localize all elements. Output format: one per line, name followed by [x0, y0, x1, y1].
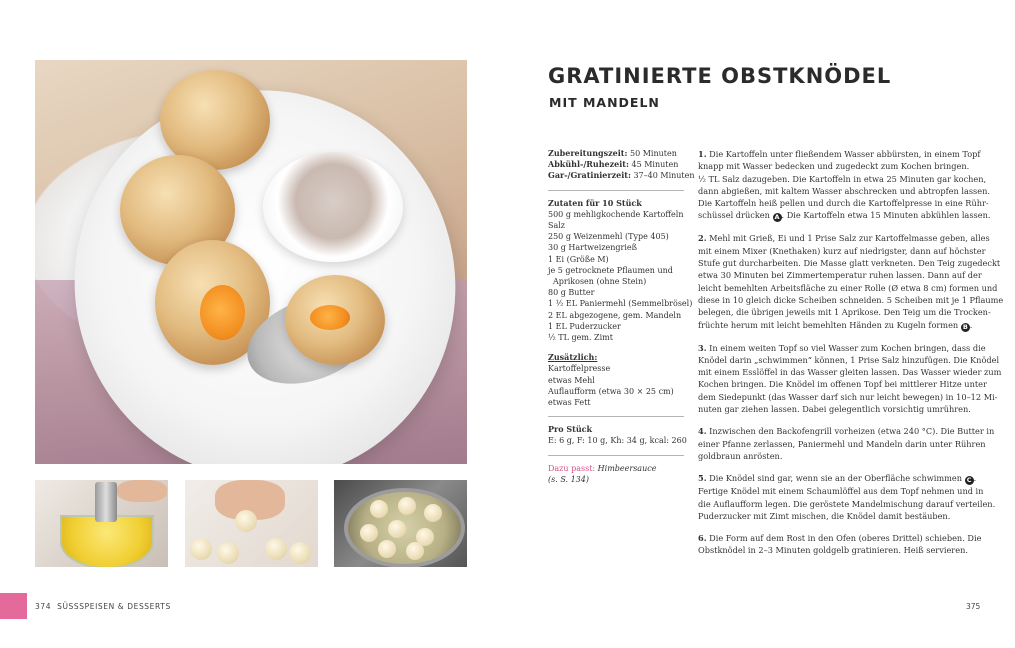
pairing-label: Dazu passt:	[548, 463, 596, 473]
photo-marker-a-icon: A	[774, 213, 780, 222]
recipe-title: GRATINIERTE OBSTKNÖDEL	[548, 64, 892, 88]
step-4: 4. Inzwischen den Backofengrill vorheizen (etwa 240 °C). Die Butter in einer Pfanne zerlassen, Paniermehl und Mandeln darin unter Rühren goldbraun anrösten.	[698, 426, 995, 461]
step-photo-potato-press	[35, 480, 168, 567]
ingredient-item: 1 Ei (Größe M)	[548, 254, 609, 264]
dough-ball-image	[265, 538, 287, 560]
apricot-filling-image	[200, 285, 245, 340]
almond-bowl-image	[263, 152, 403, 262]
extra-item: etwas Fett	[548, 398, 591, 408]
ingredient-item: je 5 getrocknete Pflaumen und	[548, 265, 673, 275]
divider	[548, 455, 684, 456]
time-row	[548, 148, 684, 159]
ingredient-item: Salz	[548, 221, 566, 231]
ingredients-heading: Zutaten für 10 Stück	[548, 197, 642, 208]
extras-heading: Zusätzlich:	[548, 352, 598, 363]
photo-marker-b-icon: B	[961, 323, 970, 332]
time-value: 37–40 Minuten	[633, 171, 695, 181]
ingredient-item: 250 g Weizenmehl (Type 405)	[548, 232, 669, 242]
main-dish-photo	[35, 60, 467, 464]
ingredient-item: 30 g Hartweizengrieß	[548, 243, 637, 253]
step-6: 6. Die Form auf dem Rost in den Ofen (oberes Drittel) schieben. Die Obstknödel in 2–3 Minuten goldgelb gratinieren. Heiß servieren.	[698, 533, 982, 556]
recipe-info-column	[548, 148, 695, 485]
ingredient-item: 1 EL Puderzucker	[548, 321, 621, 331]
section-name: SÜSSSPEISEN & DESSERTS	[57, 602, 171, 611]
dumpling-ball-image	[378, 540, 396, 558]
dumpling-ball-image	[398, 497, 416, 515]
step-number: 4.	[698, 426, 707, 437]
time-value: 45 Minuten	[631, 160, 679, 170]
potato-press-image	[95, 482, 117, 522]
dumpling-ball-image	[370, 500, 388, 518]
page-number-left: 374	[35, 602, 52, 611]
step-number: 1.	[698, 149, 707, 159]
dumpling-ball-image	[360, 524, 378, 542]
step-photo-shaping	[185, 480, 318, 567]
time-label: Zubereitungszeit:	[548, 148, 628, 158]
section-color-tab	[0, 593, 27, 619]
dough-ball-image	[235, 510, 257, 532]
dumpling-ball-image	[406, 542, 424, 560]
per-piece-heading: Pro Stück	[548, 424, 593, 435]
extra-item: Auflaufform (etwa 30 × 25 cm)	[548, 386, 674, 396]
dumpling-ball-image	[424, 504, 442, 522]
divider	[548, 190, 684, 191]
dumpling-ball-image	[388, 520, 406, 538]
step-2: 2. Mehl mit Grieß, Ei und 1 Prise Salz zur Kartoffelmasse geben, alles mit einem Mixer (Knethaken) kurz auf niedrigster, dann auf höchster Stufe gut durcharbeiten. Die Masse glatt verkneten. Den Teig zugedeckt etwa 30 Minuten bei Zimmertemperatur ruhen lassen. Dann auf der leicht bemehlten Arbeitsfläche zu einer Rolle (Ø etwa 8 cm) formen und diese in 10 gleich dicke Scheiben schneiden. 5 Scheiben mit je 1 Pflaume belegen, die übrigen jeweils mit 1 Aprikose. Den Teig um die Trocken- früchte herum mit leicht bemehlten Händen zu Kugeln formen B .	[698, 233, 1004, 331]
divider	[548, 416, 684, 417]
extra-item: etwas Mehl	[548, 375, 595, 385]
nutrition-values: E: 6 g, F: 10 g, Kh: 34 g, kcal: 260	[548, 436, 687, 446]
dough-ball-image	[289, 542, 311, 564]
hand-image	[117, 480, 167, 502]
step-3: 3. In einem weiten Topf so viel Wasser zum Kochen bringen, dass die Knödel darin „schwimmen“ können, 1 Prise Salz hinzufügen. Die Knödel mit einem Esslöffel in das Wasser gleiten lassen. Das Wasser wieder zum Kochen bringen. Die Knödel im offenen Topf bei mittlerer Hitze unter dem Siedepunkt (das Wasser darf sich nur leicht bewegen) in 10–12 Mi- nuten gar ziehen lassen. Dabei gelegentlich vorsichtig umrühren.	[698, 342, 1002, 415]
pairing-value: Himbeersauce	[597, 463, 657, 473]
recipe-steps-column	[698, 148, 1004, 567]
ingredient-item: 80 g Butter	[548, 288, 595, 298]
step-5: 5. Die Knödel sind gar, wenn sie an der Oberfläche schwimmen C . Fertige Knödel mit einem Schaumlöffel aus dem Topf nehmen und in die Auflaufform legen. Die geröstete Mandelmischung darauf verteilen. Puderzucker mit Zimt mischen, die Knödel damit bestäuben.	[698, 473, 996, 521]
footer-left	[35, 602, 171, 611]
extra-item: Kartoffelpresse	[548, 364, 611, 374]
ingredient-item: ½ TL gem. Zimt	[548, 333, 613, 343]
photo-marker-c-icon: C	[965, 476, 974, 485]
pairing-row	[548, 463, 684, 474]
ingredient-item: 1 ½ EL Paniermehl (Semmelbrösel)	[548, 299, 693, 309]
time-label: Abkühl-/Ruhezeit:	[548, 159, 629, 170]
ingredient-item: 500 g mehligkochende Kartoffeln	[548, 209, 684, 219]
step-1: 1. Die Kartoffeln unter fließendem Wasser abbürsten, in einem Topf knapp mit Wasser bedecken und zugedeckt zum Kochen bringen. ½ TL Salz dazugeben. Die Kartoffeln in etwa 25 Minuten gar kochen, dann abgießen, mit kaltem Wasser abschrecken und abtropfen lassen. Die Kartoffeln heiß pellen und durch die Kartoffelpresse in eine Rühr- schüssel drücken A . Die Kartoffeln etwa 15 Minuten abkühlen lassen.	[698, 149, 991, 222]
time-row	[548, 170, 695, 181]
dough-slice-image	[217, 542, 239, 564]
ingredient-item: 2 EL abgezogene, gem. Mandeln	[548, 310, 682, 320]
apricot-filling-image	[310, 305, 350, 330]
step-number: 5.	[698, 473, 707, 484]
time-label: Gar-/Gratinierzeit:	[548, 170, 631, 181]
pot-image	[344, 488, 465, 567]
step-number: 3.	[698, 342, 707, 353]
ingredient-item: Aprikosen (ohne Stein)	[553, 277, 647, 287]
time-value: 50 Minuten	[629, 149, 677, 158]
recipe-subtitle: MIT MANDELN	[549, 95, 660, 110]
glass-bowl-image	[60, 515, 154, 567]
pairing-reference: (s. S. 134)	[548, 474, 589, 484]
step-number: 2.	[698, 233, 707, 244]
time-row	[548, 159, 684, 170]
page-number-right: 375	[966, 602, 981, 611]
step-photo-simmering	[334, 480, 467, 567]
dough-slice-image	[190, 538, 212, 560]
step-number: 6.	[698, 533, 707, 544]
